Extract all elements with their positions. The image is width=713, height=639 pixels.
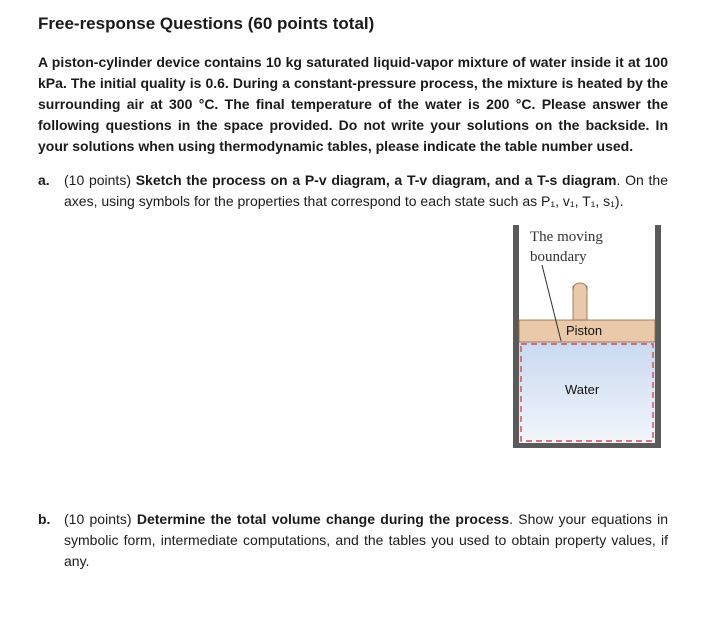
figure-caption [530, 227, 603, 267]
question-b-instructions: . Show your equations in symbolic form, intermediate computations, and the tables you used to obtain property values, if any. [64, 511, 668, 569]
cylinder-right-wall [655, 225, 661, 447]
question-b-points: (10 points) [64, 511, 132, 527]
cylinder-left-wall [513, 225, 519, 447]
question-b-letter: b. [38, 511, 51, 527]
piston-rod [573, 286, 587, 320]
question-b-body [64, 509, 668, 572]
piston-rod-cap [573, 283, 587, 291]
question-a-letter: a. [38, 172, 50, 188]
cylinder-bottom [513, 443, 661, 448]
question-a-points: (10 points) [64, 172, 131, 188]
figure-caption-line-1: The moving [530, 229, 603, 245]
question-a-instructions: . On the axes, using symbols for the properties that correspond to each state such as P₁, v₁, T₁, s₁). [64, 172, 668, 209]
question-a-task: Sketch the process on a P-v diagram, a T-v diagram, and a T-s diagram [135, 172, 617, 188]
water-label: Water [565, 382, 600, 397]
figure-caption-line-2: boundary [530, 249, 587, 265]
question-a-body [64, 170, 668, 212]
question-b-task: Determine the total volume change during the process [136, 511, 510, 527]
problem-statement: A piston-cylinder device contains 10 kg saturated liquid-vapor mixture of water inside it at 100 kPa. The initial quality is 0.6. During a constant-pressure process, the mixture is heated by the surrounding air at 300 °C. The final temperature of the water is 200 °C. Please answer the following questions in the space provided. Do not write your solutions on the backside. In your solutions when using thermodynamic tables, please indicate the table number used. [38, 54, 668, 154]
section-heading: Free-response Questions (60 points total) [38, 14, 375, 33]
question-a [38, 170, 668, 212]
piston-label: Piston [566, 323, 603, 338]
question-b [38, 509, 668, 572]
